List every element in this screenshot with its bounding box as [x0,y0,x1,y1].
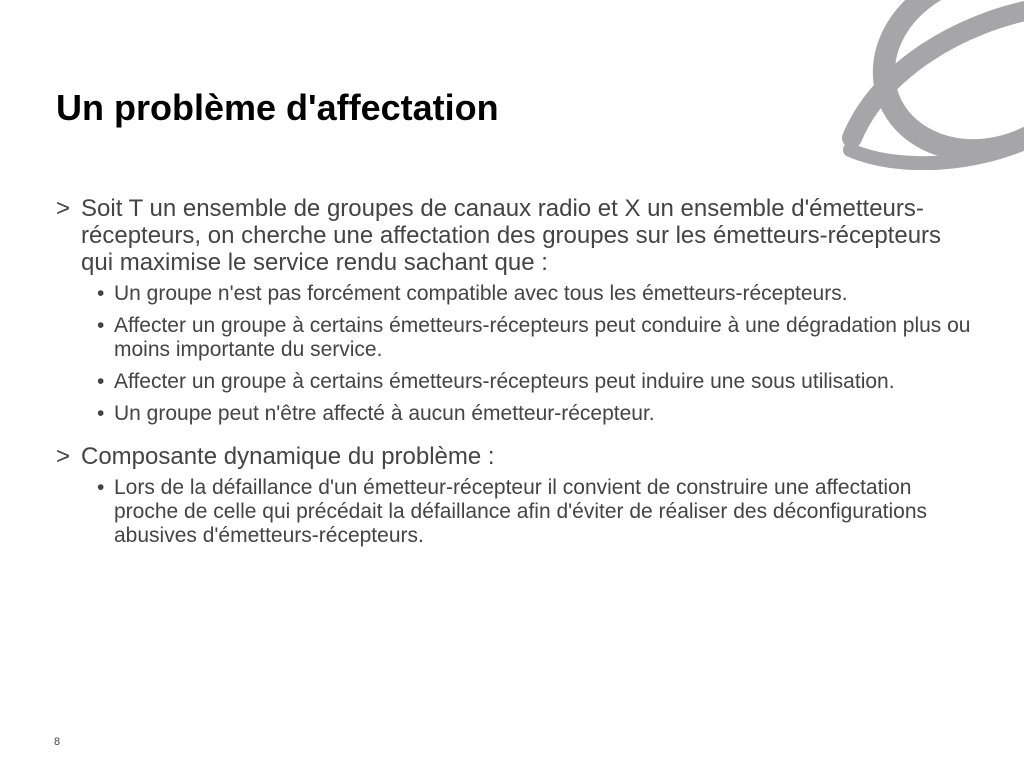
sub-bullet-text: Un groupe n'est pas forcément compatible avec tous les émetteurs-récepteurs. [114,282,848,305]
bullet-text: Composante dynamique du problème : [81,443,495,470]
sub-bullet-item [81,370,976,394]
sub-bullet-marker: • [97,370,105,393]
sub-bullet-marker: • [97,314,105,337]
sub-bullet-item [81,476,976,548]
page-number: 8 [54,736,61,748]
sub-bullet-text: Un groupe peut n'être affecté à aucun émetteur-récepteur. [114,402,655,425]
sub-bullet-item [81,314,976,362]
bullet-assignment-problem [56,195,976,426]
sub-bullet-item [81,282,976,306]
bullet-dynamic-component [56,443,976,548]
sub-bullet-item [81,402,976,426]
bullet-marker: > [56,195,71,222]
sub-bullet-list [81,282,976,426]
sub-bullet-text: Affecter un groupe à certains émetteurs-récepteurs peut conduire à une dégradation plus ou moins importante du service. [114,314,971,361]
sub-bullet-text: Lors de la défaillance d'un émetteur-récepteur il convient de construire une affectation proche de celle qui précédait la défaillance afin d'éviter de réaliser des déconfigurations abusives d'émetteurs-récepteurs. [114,476,928,547]
sub-bullet-marker: • [97,476,105,499]
bullet-marker: > [56,443,71,470]
slide-title: Un problème d'affectation [56,87,499,128]
sub-bullet-list [81,476,976,548]
globe-logo-icon [836,0,1024,170]
slide-content [56,195,976,556]
sub-bullet-marker: • [97,282,105,305]
sub-bullet-marker: • [97,402,105,425]
sub-bullet-text: Affecter un groupe à certains émetteurs-récepteurs peut induire une sous utilisation. [114,370,895,393]
bullet-text: Soit T un ensemble de groupes de canaux radio et X un ensemble d'émetteurs-récepteurs, on cherche une affectation des groupes sur les émetteurs-récepteurs qui maximise le service rendu sachant que : [81,195,942,276]
